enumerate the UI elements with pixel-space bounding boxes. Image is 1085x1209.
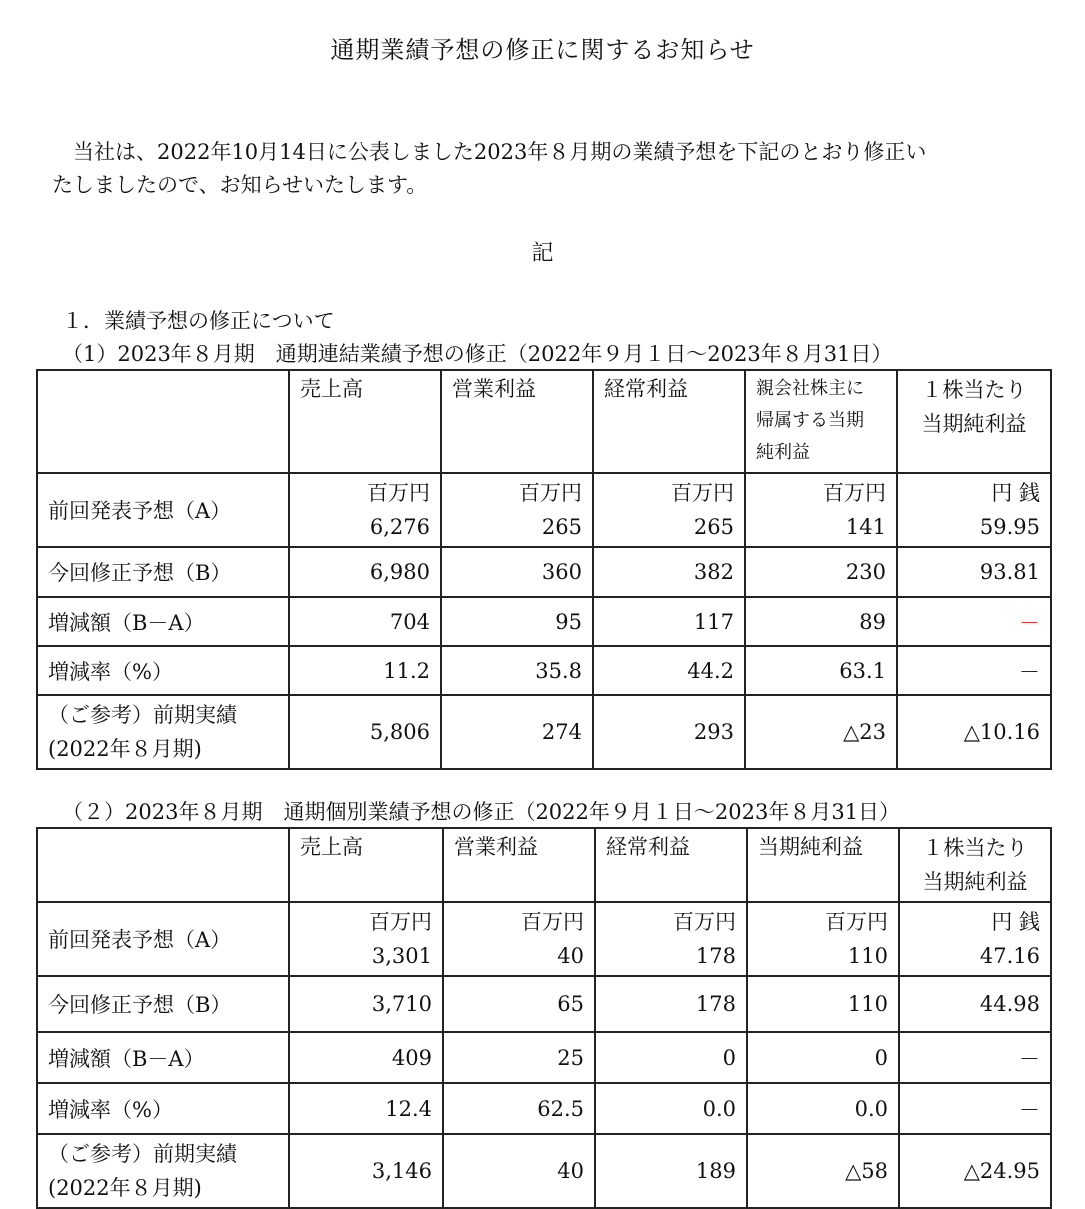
header-ordinary-profit: 経常利益 [595,828,747,902]
table-cell-red-dash: － [897,597,1051,646]
table-cell: 704 [289,597,441,646]
header-ordinary-profit: 経常利益 [593,370,745,473]
header-net-income-parent [745,370,897,473]
row-label: 増減額（B－A） [37,1032,289,1083]
table-cell: △58 [747,1134,899,1208]
page-title: 通期業績予想の修正に関するお知らせ [330,36,755,64]
cell-value: 6,276 [369,515,430,539]
table-cell: 0.0 [595,1083,747,1134]
unit-label: 百万円 [671,481,734,505]
header-operating-profit: 営業利益 [443,828,595,902]
table-row [37,547,1051,597]
table-row [37,646,1051,695]
subsection-nonconsolidated: （２）2023年８月期 通期個別業績予想の修正（2022年９月１日～2023年８月31日） [62,800,901,824]
table-cell: 3,146 [289,1134,443,1208]
table-cell: 230 [745,547,897,597]
row-label: 今回修正予想（B） [37,976,289,1032]
header-line: 当期純利益 [922,870,1028,894]
nonconsolidated-forecast-table [36,827,1052,1209]
table-cell: 0.0 [747,1083,899,1134]
table-cell: 95 [441,597,593,646]
table-header-row [37,828,1051,902]
table-cell: 93.81 [897,547,1051,597]
header-eps [897,370,1051,473]
header-empty [37,370,289,473]
header-line: 帰属する当期 [756,410,864,431]
unit-label: 百万円 [519,481,582,505]
table-cell [899,902,1051,976]
table-row [37,1134,1051,1208]
row-label-line: （ご参考）前期実績 [48,1142,237,1166]
table-cell: 89 [745,597,897,646]
ki-heading: 記 [531,241,554,266]
header-operating-profit: 営業利益 [441,370,593,473]
unit-label: 百万円 [367,481,430,505]
unit-label: 百万円 [825,910,888,934]
unit-label: 百万円 [823,481,886,505]
header-sales: 売上高 [289,828,443,902]
table-cell: △23 [745,695,897,769]
table-row [37,473,1051,547]
table-cell: △10.16 [897,695,1051,769]
table-cell: △24.95 [899,1134,1051,1208]
header-eps [899,828,1051,902]
row-label-line: (2022年８月期) [48,737,202,761]
table-cell [897,473,1051,547]
table-cell: 3,710 [289,976,443,1032]
cell-value: 3,301 [371,944,432,968]
cell-value: 265 [541,515,582,539]
unit-label: 円 銭 [991,481,1040,505]
table-cell: 409 [289,1032,443,1083]
table-cell [745,473,897,547]
cell-value: 59.95 [979,515,1040,539]
row-label: 増減率（%） [37,646,289,695]
table-cell: 5,806 [289,695,441,769]
section-heading: １．業績予想の修正について [62,309,335,333]
table-header-row [37,370,1051,473]
header-net-income: 当期純利益 [747,828,899,902]
row-label [37,1134,289,1208]
intro-paragraph [52,136,1052,202]
table-row [37,902,1051,976]
table-cell: － [899,1083,1051,1134]
table-cell: － [899,1032,1051,1083]
table-cell: 178 [595,976,747,1032]
table-cell: 6,980 [289,547,441,597]
table-cell [593,473,745,547]
cell-value: 47.16 [979,944,1040,968]
header-line: 親会社株主に [756,378,864,399]
table-cell: 63.1 [745,646,897,695]
cell-value: 141 [845,515,886,539]
table-cell: 117 [593,597,745,646]
row-label: 前回発表予想（A） [37,902,289,976]
table-cell: 12.4 [289,1083,443,1134]
table-cell [595,902,747,976]
table-cell: － [897,646,1051,695]
table-row [37,695,1051,769]
table-cell: 62.5 [443,1083,595,1134]
table-cell: 44.98 [899,976,1051,1032]
table-row [37,976,1051,1032]
table-cell: 110 [747,976,899,1032]
intro-line-1: 当社は、2022年10月14日に公表しました2023年８月期の業績予想を下記のとおり修正い [73,140,927,164]
cell-value: 40 [557,944,584,968]
table-row [37,1032,1051,1083]
row-label: 前回発表予想（A） [37,473,289,547]
header-line: 当期純利益 [921,412,1027,436]
subsection-consolidated: （1）2023年８月期 通期連結業績予想の修正（2022年９月１日～2023年８月31日） [62,342,893,366]
table-cell: 274 [441,695,593,769]
row-label: 今回修正予想（B） [37,547,289,597]
header-line: １株当たり [921,378,1027,402]
table-row [37,1083,1051,1134]
row-label-line: (2022年８月期) [48,1176,202,1200]
row-label [37,695,289,769]
table-cell [443,902,595,976]
table-cell: 360 [441,547,593,597]
cell-value: 110 [847,944,888,968]
intro-line-2: たしましたので、お知らせいたします。 [52,173,428,197]
table-cell: 189 [595,1134,747,1208]
table-row [37,597,1051,646]
header-line: 純利益 [756,442,810,463]
table-cell: 44.2 [593,646,745,695]
unit-label: 百万円 [673,910,736,934]
consolidated-forecast-table [36,369,1052,770]
table-cell: 65 [443,976,595,1032]
table-cell: 293 [593,695,745,769]
row-label-line: （ご参考）前期実績 [48,703,237,727]
header-line: １株当たり [922,836,1028,860]
unit-label: 百万円 [521,910,584,934]
unit-label: 百万円 [369,910,432,934]
cell-value: 265 [693,515,734,539]
header-sales: 売上高 [289,370,441,473]
table-cell: 0 [595,1032,747,1083]
table-cell: 11.2 [289,646,441,695]
table-cell [289,473,441,547]
table-cell [441,473,593,547]
header-empty [37,828,289,902]
cell-value: 178 [695,944,736,968]
table-cell: 382 [593,547,745,597]
table-cell: 0 [747,1032,899,1083]
unit-label: 円 銭 [991,910,1040,934]
table-cell: 40 [443,1134,595,1208]
row-label: 増減額（B－A） [37,597,289,646]
table-cell [747,902,899,976]
table-cell: 25 [443,1032,595,1083]
table-cell: 35.8 [441,646,593,695]
table-cell [289,902,443,976]
row-label: 増減率（%） [37,1083,289,1134]
